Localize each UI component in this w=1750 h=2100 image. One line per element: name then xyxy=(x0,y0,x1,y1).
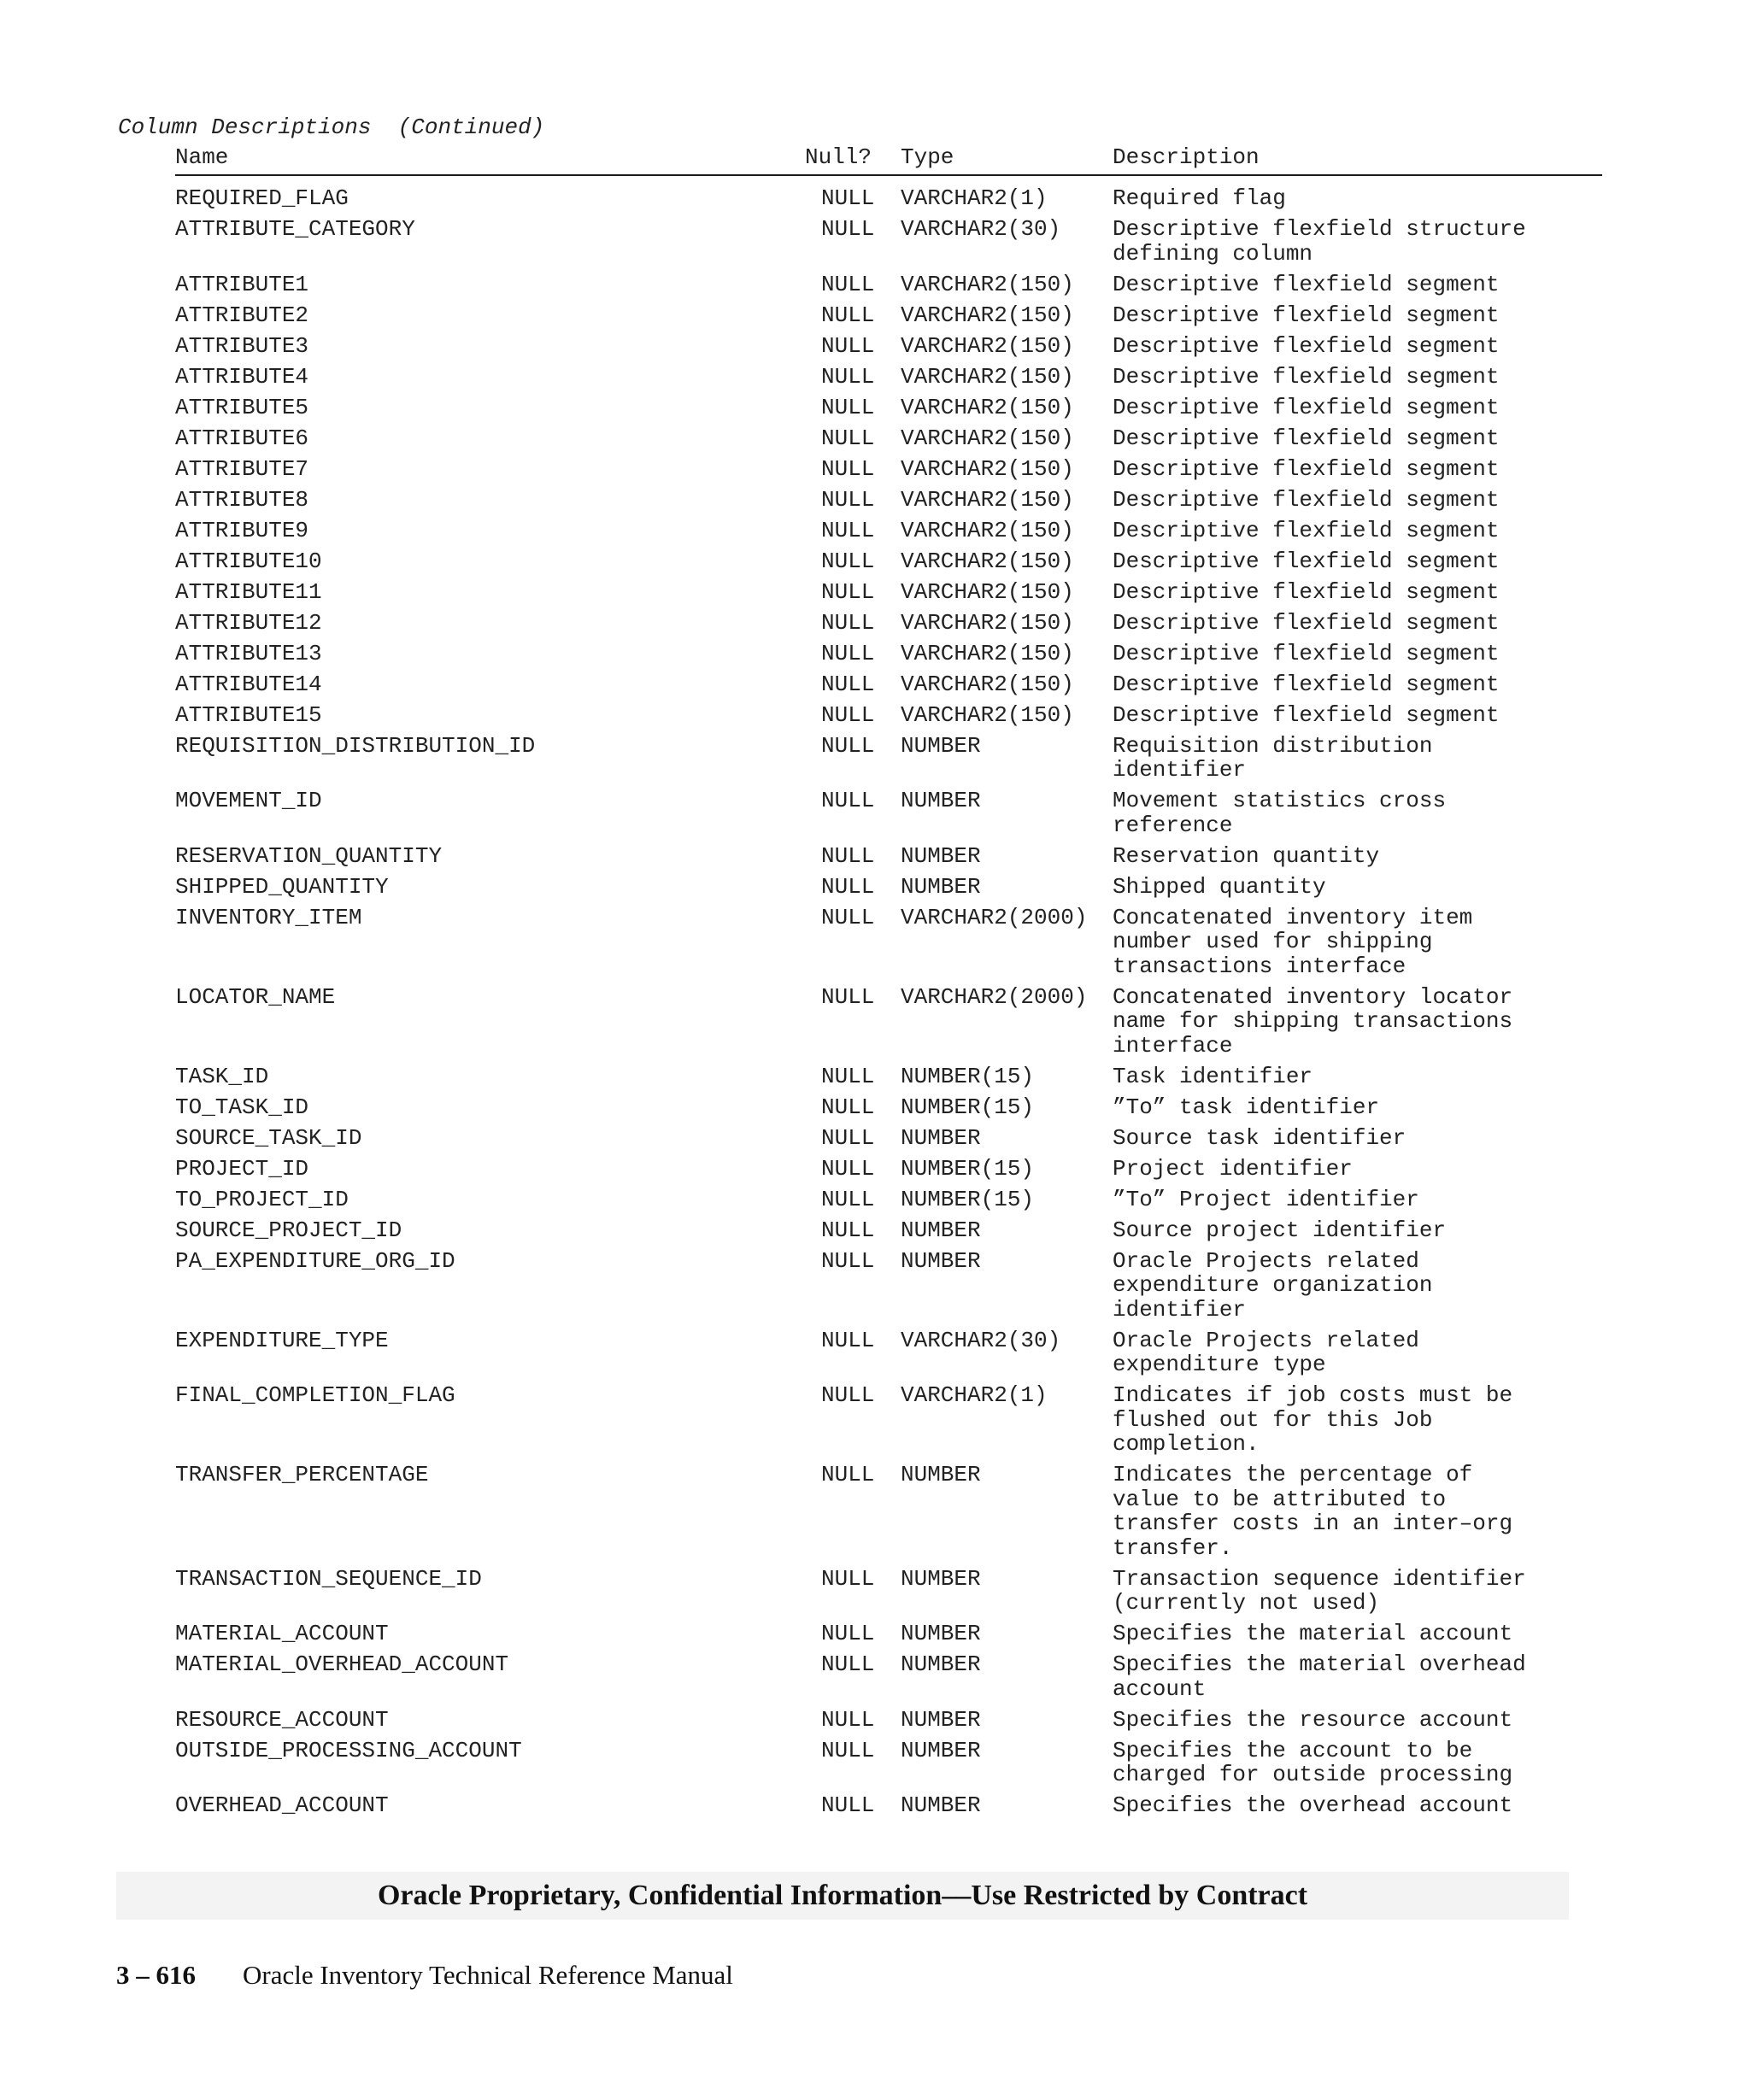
column-description: Descriptive flexfield segment xyxy=(1113,425,1500,451)
header-type: Type xyxy=(901,144,954,170)
column-description: Descriptive flexfield segment xyxy=(1113,332,1500,359)
column-description: ”To” Project identifier xyxy=(1113,1186,1419,1212)
column-null: NULL xyxy=(821,548,875,574)
column-type: NUMBER xyxy=(901,1792,981,1818)
column-name: FINAL_COMPLETION_FLAG xyxy=(175,1382,455,1408)
column-null: NULL xyxy=(821,517,875,543)
column-name: MATERIAL_OVERHEAD_ACCOUNT xyxy=(175,1651,509,1677)
column-type: VARCHAR2(150) xyxy=(901,486,1074,513)
table-row xyxy=(175,1383,1602,1457)
column-name: TRANSFER_PERCENTAGE xyxy=(175,1462,429,1487)
column-type: VARCHAR2(150) xyxy=(901,394,1074,420)
column-null: NULL xyxy=(821,1155,875,1182)
column-null: NULL xyxy=(821,873,875,900)
column-name: ATTRIBUTE4 xyxy=(175,363,309,390)
column-type: NUMBER xyxy=(901,1706,981,1733)
column-description: Project identifier xyxy=(1113,1155,1353,1182)
column-description: Movement statistics cross reference xyxy=(1113,788,1447,838)
table-row xyxy=(175,1567,1602,1616)
column-null: NULL xyxy=(821,1651,875,1677)
column-type: NUMBER xyxy=(901,1621,981,1646)
column-name: MOVEMENT_ID xyxy=(175,788,322,813)
column-description: Descriptive flexfield segment xyxy=(1113,578,1500,605)
column-null: NULL xyxy=(821,1621,875,1646)
table-row xyxy=(175,1249,1602,1323)
column-description: Descriptive flexfield segment xyxy=(1113,394,1500,420)
column-description: Specifies the material account xyxy=(1113,1621,1513,1646)
column-name: MATERIAL_ACCOUNT xyxy=(175,1621,389,1646)
table-row xyxy=(175,844,1602,869)
table-row xyxy=(175,672,1602,697)
table-row xyxy=(175,703,1602,728)
table-row xyxy=(175,1157,1602,1182)
column-null: NULL xyxy=(821,578,875,605)
page-number: 3 – 616 xyxy=(116,1960,196,1990)
column-type: VARCHAR2(150) xyxy=(901,363,1074,390)
column-name: TRANSACTION_SEQUENCE_ID xyxy=(175,1565,482,1592)
table-row xyxy=(175,875,1602,900)
column-name: EXPENDITURE_TYPE xyxy=(175,1327,389,1353)
column-type: NUMBER(15) xyxy=(901,1094,1035,1120)
column-description: Descriptive flexfield segment xyxy=(1113,363,1500,390)
section-caption: Column Descriptions (Continued) xyxy=(118,114,545,140)
column-description: Shipped quantity xyxy=(1113,873,1326,900)
column-name: RESOURCE_ACCOUNT xyxy=(175,1706,389,1733)
column-null: NULL xyxy=(821,640,875,666)
table-row xyxy=(175,186,1602,211)
column-null: NULL xyxy=(821,363,875,390)
column-name: OVERHEAD_ACCOUNT xyxy=(175,1792,389,1818)
column-null: NULL xyxy=(821,842,875,869)
column-name: ATTRIBUTE_CATEGORY xyxy=(175,216,415,242)
header-name: Name xyxy=(175,144,229,170)
column-null: NULL xyxy=(821,271,875,297)
column-null: NULL xyxy=(821,302,875,328)
table-row xyxy=(175,642,1602,666)
column-name: SOURCE_TASK_ID xyxy=(175,1124,362,1151)
column-type: NUMBER xyxy=(901,788,981,813)
column-null: NULL xyxy=(821,1247,875,1274)
column-description: Descriptive flexfield segment xyxy=(1113,548,1500,574)
column-description: Required flag xyxy=(1113,185,1286,211)
column-description: Descriptive flexfield segment xyxy=(1113,701,1500,728)
column-name: ATTRIBUTE13 xyxy=(175,640,322,666)
column-name: ATTRIBUTE5 xyxy=(175,394,309,420)
table-row xyxy=(175,1095,1602,1120)
column-type: NUMBER xyxy=(901,1124,981,1151)
column-type: VARCHAR2(150) xyxy=(901,548,1074,574)
column-type: NUMBER xyxy=(901,732,981,759)
column-type: VARCHAR2(30) xyxy=(901,216,1061,242)
table-row xyxy=(175,1463,1602,1560)
column-name: ATTRIBUTE14 xyxy=(175,671,322,697)
column-name: LOCATOR_NAME xyxy=(175,983,336,1010)
column-description: Oracle Projects related expenditure type xyxy=(1113,1327,1419,1377)
column-type: VARCHAR2(150) xyxy=(901,701,1074,728)
column-type: VARCHAR2(2000) xyxy=(901,983,1088,1010)
column-null: NULL xyxy=(821,1327,875,1353)
table-row xyxy=(175,365,1602,390)
column-name: ATTRIBUTE11 xyxy=(175,578,322,605)
column-description: Specifies the material overhead account xyxy=(1113,1651,1526,1702)
column-null: NULL xyxy=(821,455,875,482)
column-type: VARCHAR2(150) xyxy=(901,271,1074,297)
table-row xyxy=(175,1708,1602,1733)
column-description: ”To” task identifier xyxy=(1113,1094,1380,1120)
column-type: VARCHAR2(1) xyxy=(901,1382,1048,1408)
column-name: SOURCE_PROJECT_ID xyxy=(175,1217,402,1243)
table-row xyxy=(175,303,1602,328)
table-header xyxy=(175,145,1602,176)
column-description: Specifies the overhead account xyxy=(1113,1792,1513,1818)
column-description: Specifies the resource account xyxy=(1113,1706,1513,1733)
manual-title: Oracle Inventory Technical Reference Manual xyxy=(243,1960,733,1990)
column-null: NULL xyxy=(821,904,875,930)
column-null: NULL xyxy=(821,332,875,359)
table-row xyxy=(175,734,1602,783)
table-row xyxy=(175,396,1602,420)
table-row xyxy=(175,519,1602,543)
table-body xyxy=(175,186,1602,1818)
column-name: TASK_ID xyxy=(175,1063,269,1089)
column-type: VARCHAR2(150) xyxy=(901,425,1074,451)
column-type: NUMBER(15) xyxy=(901,1063,1035,1089)
column-null: NULL xyxy=(821,1565,875,1592)
column-null: NULL xyxy=(821,486,875,513)
column-type: NUMBER xyxy=(901,873,981,900)
column-name: ATTRIBUTE15 xyxy=(175,701,322,728)
column-type: NUMBER xyxy=(901,1737,981,1763)
column-type: NUMBER xyxy=(901,1247,981,1274)
column-description: Concatenated inventory item number used for shipping transactions interface xyxy=(1113,904,1473,979)
column-description: Reservation quantity xyxy=(1113,842,1380,869)
column-name: SHIPPED_QUANTITY xyxy=(175,873,389,900)
table-row xyxy=(175,217,1602,266)
column-name: REQUISITION_DISTRIBUTION_ID xyxy=(175,732,536,759)
table-row xyxy=(175,457,1602,482)
column-null: NULL xyxy=(821,425,875,451)
column-type: VARCHAR2(150) xyxy=(901,517,1074,543)
column-name: RESERVATION_QUANTITY xyxy=(175,842,443,869)
column-description: Source project identifier xyxy=(1113,1217,1447,1243)
column-null: NULL xyxy=(821,1792,875,1818)
column-name: REQUIRED_FLAG xyxy=(175,185,349,211)
column-name: ATTRIBUTE9 xyxy=(175,517,309,543)
table-row xyxy=(175,1188,1602,1212)
table-row xyxy=(175,1329,1602,1377)
table-row xyxy=(175,1739,1602,1787)
column-name: ATTRIBUTE12 xyxy=(175,609,322,636)
table-row xyxy=(175,906,1602,979)
column-name: TO_PROJECT_ID xyxy=(175,1186,349,1212)
column-description: Specifies the account to be charged for outside processing xyxy=(1113,1737,1513,1787)
column-type: VARCHAR2(150) xyxy=(901,671,1074,697)
column-name: ATTRIBUTE2 xyxy=(175,302,309,328)
column-description: Descriptive flexfield segment xyxy=(1113,609,1500,636)
column-description: Descriptive flexfield segment xyxy=(1113,455,1500,482)
column-null: NULL xyxy=(821,394,875,420)
column-null: NULL xyxy=(821,609,875,636)
column-null: NULL xyxy=(821,671,875,697)
column-description: Descriptive flexfield segment xyxy=(1113,271,1500,297)
column-description: Indicates the percentage of value to be attributed to transfer costs in an inter–org transfer. xyxy=(1113,1462,1513,1561)
table-row xyxy=(175,488,1602,513)
column-type: VARCHAR2(150) xyxy=(901,455,1074,482)
column-description: Oracle Projects related expenditure organization identifier xyxy=(1113,1247,1433,1323)
column-null: NULL xyxy=(821,1063,875,1089)
column-description: Source task identifier xyxy=(1113,1124,1406,1151)
column-name: OUTSIDE_PROCESSING_ACCOUNT xyxy=(175,1737,522,1763)
column-type: VARCHAR2(1) xyxy=(901,185,1048,211)
column-type: NUMBER xyxy=(901,1217,981,1243)
table-row xyxy=(175,1126,1602,1151)
column-name: ATTRIBUTE6 xyxy=(175,425,309,451)
column-name: INVENTORY_ITEM xyxy=(175,904,362,930)
table-row xyxy=(175,1218,1602,1243)
column-description: Descriptive flexfield segment xyxy=(1113,517,1500,543)
table-row xyxy=(175,611,1602,636)
column-name: ATTRIBUTE8 xyxy=(175,486,309,513)
column-name: PROJECT_ID xyxy=(175,1155,309,1182)
column-null: NULL xyxy=(821,1186,875,1212)
table-row xyxy=(175,1065,1602,1089)
column-type: VARCHAR2(30) xyxy=(901,1327,1061,1353)
table-row xyxy=(175,1622,1602,1646)
header-null: Null? xyxy=(805,144,872,170)
column-type: NUMBER xyxy=(901,1565,981,1592)
column-null: NULL xyxy=(821,1737,875,1763)
column-description: Descriptive flexfield segment xyxy=(1113,486,1500,513)
column-null: NULL xyxy=(821,1094,875,1120)
column-type: VARCHAR2(150) xyxy=(901,609,1074,636)
table-row xyxy=(175,334,1602,359)
column-description: Descriptive flexfield segment xyxy=(1113,302,1500,328)
column-type: NUMBER xyxy=(901,1462,981,1487)
column-name: PA_EXPENDITURE_ORG_ID xyxy=(175,1247,455,1274)
column-null: NULL xyxy=(821,1382,875,1408)
column-null: NULL xyxy=(821,788,875,813)
column-description: Task identifier xyxy=(1113,1063,1313,1089)
column-type: VARCHAR2(150) xyxy=(901,578,1074,605)
column-null: NULL xyxy=(821,1124,875,1151)
column-null: NULL xyxy=(821,1706,875,1733)
column-description: Descriptive flexfield segment xyxy=(1113,640,1500,666)
column-name: ATTRIBUTE1 xyxy=(175,271,309,297)
column-description: Transaction sequence identifier (currently not used) xyxy=(1113,1565,1526,1616)
table-row xyxy=(175,1652,1602,1701)
column-description: Concatenated inventory locator name for shipping transactions interface xyxy=(1113,983,1513,1059)
column-description: Descriptive flexfield segment xyxy=(1113,671,1500,697)
column-type: VARCHAR2(150) xyxy=(901,332,1074,359)
table-row xyxy=(175,789,1602,837)
confidentiality-banner: Oracle Proprietary, Confidential Information––Use Restricted by Contract xyxy=(116,1872,1569,1920)
table-row xyxy=(175,426,1602,451)
page-footer xyxy=(116,1960,733,1991)
column-description: Indicates if job costs must be flushed out for this Job completion. xyxy=(1113,1382,1513,1457)
column-type: VARCHAR2(150) xyxy=(901,640,1074,666)
column-type: VARCHAR2(150) xyxy=(901,302,1074,328)
column-null: NULL xyxy=(821,1217,875,1243)
column-null: NULL xyxy=(821,185,875,211)
column-type: NUMBER(15) xyxy=(901,1186,1035,1212)
column-null: NULL xyxy=(821,732,875,759)
table-row xyxy=(175,1793,1602,1818)
column-type: NUMBER xyxy=(901,1651,981,1677)
column-name: ATTRIBUTE3 xyxy=(175,332,309,359)
column-descriptions-table xyxy=(175,145,1602,1824)
column-type: NUMBER xyxy=(901,842,981,869)
column-description: Descriptive flexfield structure defining column xyxy=(1113,216,1526,267)
column-name: ATTRIBUTE10 xyxy=(175,548,322,574)
column-name: TO_TASK_ID xyxy=(175,1094,309,1120)
column-null: NULL xyxy=(821,1462,875,1487)
column-description: Requisition distribution identifier xyxy=(1113,732,1433,783)
column-null: NULL xyxy=(821,216,875,242)
header-description: Description xyxy=(1113,144,1260,170)
column-null: NULL xyxy=(821,983,875,1010)
column-type: NUMBER(15) xyxy=(901,1155,1035,1182)
column-type: VARCHAR2(2000) xyxy=(901,904,1088,930)
table-row xyxy=(175,549,1602,574)
table-row xyxy=(175,985,1602,1059)
column-name: ATTRIBUTE7 xyxy=(175,455,309,482)
table-row xyxy=(175,580,1602,605)
column-null: NULL xyxy=(821,701,875,728)
table-row xyxy=(175,273,1602,297)
